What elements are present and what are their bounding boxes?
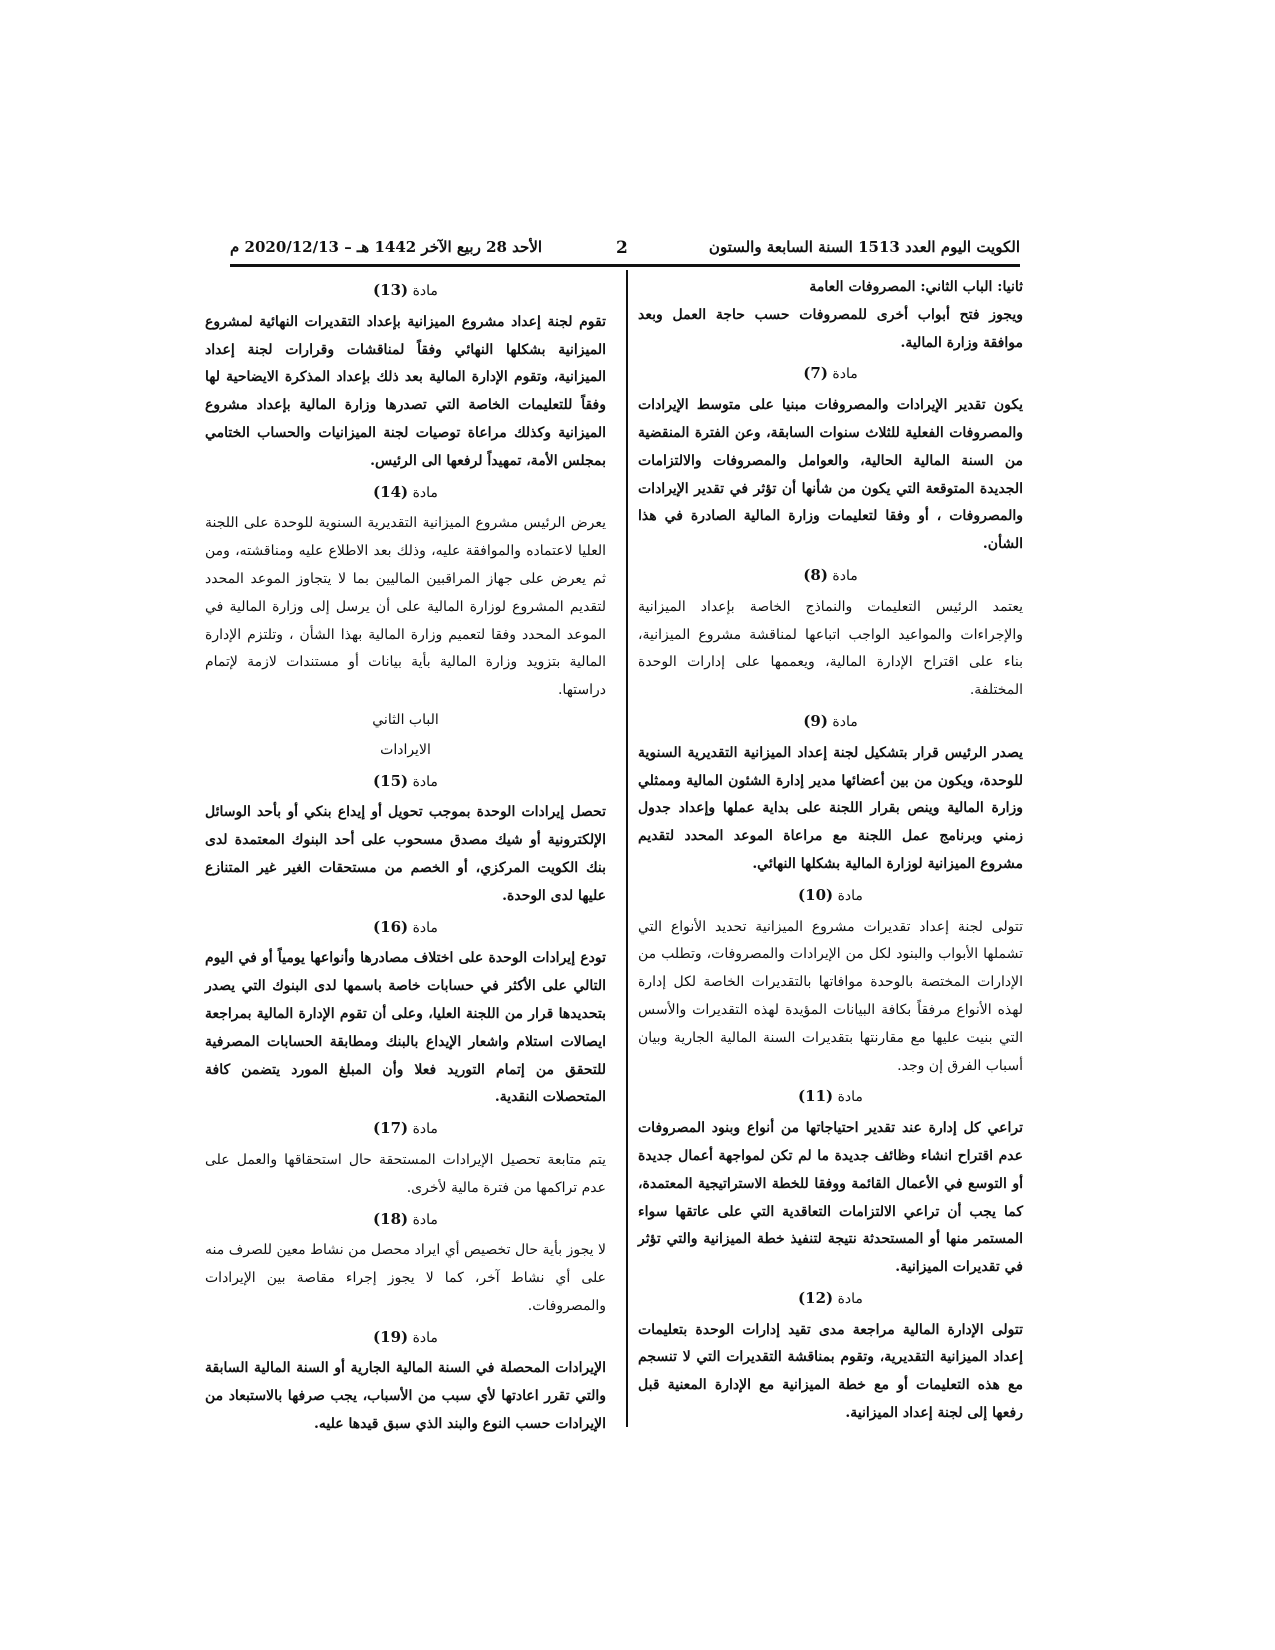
article-heading: مادة (15) [373,771,438,790]
chapter-title: الباب الثاني [372,711,439,728]
article-heading: مادة (19) [373,1327,438,1346]
column-divider [626,270,628,1427]
gazette-issue-info: الكويت اليوم العدد 1513 السنة السابعة والستون [708,238,1020,256]
article-heading: مادة (12) [798,1288,863,1307]
article-text: تقوم لجنة إعداد مشروع الميزانية بإعداد التقديرات النهائية لمشروع الميزانية بشكلها النهائي وفقاً لمناقشات وقرارات لجنة إعداد الميزانية، وتقوم الإدارة المالية بعد ذلك بإعداد المذكرة الايضاحية لها وفقاً للتعليمات الخاصة التي تصدرها وزارة المالية بإعداد مشروع الميزانية وكذلك مراعاة توصيات لجنة الميزانيات والحساب الختامي بمجلس الأمة، تمهيداً لرفعها الى الرئيس. [205,313,606,469]
chapter-subtitle: الايرادات [380,741,431,758]
article-heading: مادة (16) [373,917,438,936]
page-number: 2 [616,238,628,258]
article-text: تراعي كل إدارة عند تقدير احتياجاتها من أنواع وبنود المصروفات عدم اقتراح انشاء وظائف جديدة ما لم تكن لمواجهة أعمال جديدة أو التوسع في الأعمال القائمة ووفقا للخطة الاستراتيجية المعتمدة، كما يجب أن تراعي الالتزامات التعاقدية التي على عاتقها سواء المستمر منها أو المستحدثة نتيجة لتنفيذ خطة الميزانية والتي تؤثر في تقديرات الميزانية. [638,1120,1023,1276]
article-text: تتولى لجنة إعداد تقديرات مشروع الميزانية تحديد الأنواع التي تشملها الأبواب والبنود لكل من الإيرادات والمصروفات، وتطلب من الإدارات المختصة بالوحدة موافاتها بالتقديرات الخاصة لكل إدارة لهذه الأنواع مرفقاً بكافة البيانات المؤيدة لهذه التقديرات والأسس التي بنيت عليها مع مقارنتها بتقديرات السنة المالية الجارية وبيان أسباب الفرق إن وجد. [638,918,1023,1074]
section-intro-title: ثانيا: الباب الثاني: المصروفات العامة [809,279,1023,295]
page-header [230,236,1020,267]
article-text: يعتمد الرئيس التعليمات والنماذج الخاصة بإعداد الميزانية والإجراءات والمواعيد الواجب اتباعها لمناقشة مشروع الميزانية، بناء على اقتراح الإدارة المالية، ويعممها على إدارات الوحدة المختلفة. [638,598,1023,699]
article-heading: مادة (8) [803,565,858,584]
article-heading: مادة (7) [803,364,858,383]
article-text: الإيرادات المحصلة في السنة المالية الجارية أو السنة المالية السابقة والتي تقرر اعادتها لأي سبب من الأسباب، يجب صرفها بالاستبعاد من الإيرادات حسب النوع والبند الذي سبق قيدها عليه. [205,1360,606,1433]
right-column [638,274,1023,1428]
article-heading: مادة (17) [373,1119,438,1138]
article-text: لا يجوز بأية حال تخصيص أي ايراد محصل من نشاط معين للصرف منه على أي نشاط آخر، كما لا يجوز إجراء مقاصة بين الإيرادات والمصروفات. [205,1242,606,1314]
article-text: تودع إيرادات الوحدة على اختلاف مصادرها وأنواعها يومياً أو في اليوم التالي على الأكثر في حسابات خاصة باسمها لدى البنوك التي يصدر بتحديدها قرار من اللجنة العليا، وعلى أن تقوم الإدارة المالية بمراجعة ايصالات استلام واشعار الإيداع بالبنك ومطابقة الحسابات المصرفية للتحقق من إتمام التوريد فعلا وأن المبلغ المورد يتضمن كافة المتحصلات النقدية. [205,950,606,1106]
section-intro-text: ويجوز فتح أبواب أخرى للمصروفات حسب حاجة العمل وبعد موافقة وزارة المالية. [638,306,1023,351]
article-heading: مادة (9) [803,711,858,730]
article-heading: مادة (13) [373,281,438,299]
article-text: يتم متابعة تحصيل الإيرادات المستحقة حال استحقاقها والعمل على عدم تراكمها من فترة مالية لأخرى. [205,1151,606,1196]
article-text: يصدر الرئيس قرار بتشكيل لجنة إعداد الميزانية التقديرية السنوية للوحدة، ويكون من بين أعضائها مدير إدارة الشئون المالية وممثلي وزارة المالية وينص بقرار اللجنة على بداية عملها وإعداد جدول زمني وبرنامج عمل اللجنة مع مراعاة الموعد المحدد لتقديم مشروع الميزانية لوزارة المالية بشكلها النهائي. [638,744,1023,872]
article-text: يكون تقدير الإيرادات والمصروفات مبنيا على متوسط الإيرادات والمصروفات الفعلية للثلاث سنوات السابقة، وعن الفترة المنقضية من السنة المالية الحالية، والعوامل والمصروفات والالتزامات الجديدة المتوقعة التي يكون من شأنها أن تؤثر في تقدير الإيرادات والمصروفات ، أو وفقا لتعليمات وزارة المالية الصادرة في هذا الشأن. [638,397,1023,553]
article-heading: مادة (11) [798,1087,863,1106]
article-heading: مادة (18) [373,1209,438,1228]
left-column [205,274,606,1439]
article-text: تتولى الإدارة المالية مراجعة مدى تقيد إدارات الوحدة بتعليمات إعداد الميزانية التقديرية، وتقوم بمناقشة التقديرات التي لا تنسجم مع هذه التعليمات أو مع خطة الميزانية مع الإدارة المعنية قبل رفعها إلى لجنة إعداد الميزانية. [638,1321,1023,1422]
issue-date: الأحد 28 ربيع الآخر 1442 هـ – 2020/12/13 م [230,238,543,256]
article-text: تحصل إيرادات الوحدة بموجب تحويل أو إيداع بنكي أو بأحد الوسائل الإلكترونية أو شيك مصدق مسحوب على أحد البنوك المعتمدة لدى بنك الكويت المركزي، أو الخصم من مستحقات الغير غير المتنازع عليها لدى الوحدة. [205,804,606,904]
article-heading: مادة (10) [798,885,863,904]
article-text: يعرض الرئيس مشروع الميزانية التقديرية السنوية للوحدة على اللجنة العليا لاعتماده والموافقة عليه، وذلك بعد الاطلاع عليه ومناقشته، ومن ثم يعرض على جهاز المراقبين الماليين بما لا يتجاوز الموعد المحدد لتقديم المشروع لوزارة المالية على أن يرسل إلى وزارة المالية في الموعد المحدد وفقا لتعميم وزارة المالية بهذا الشأن ، وتلتزم الإدارة المالية بتزويد وزارة المالية بأية بيانات أو مستندات لازمة لإتمام دراستها. [205,515,606,699]
article-heading: مادة (14) [373,482,438,501]
